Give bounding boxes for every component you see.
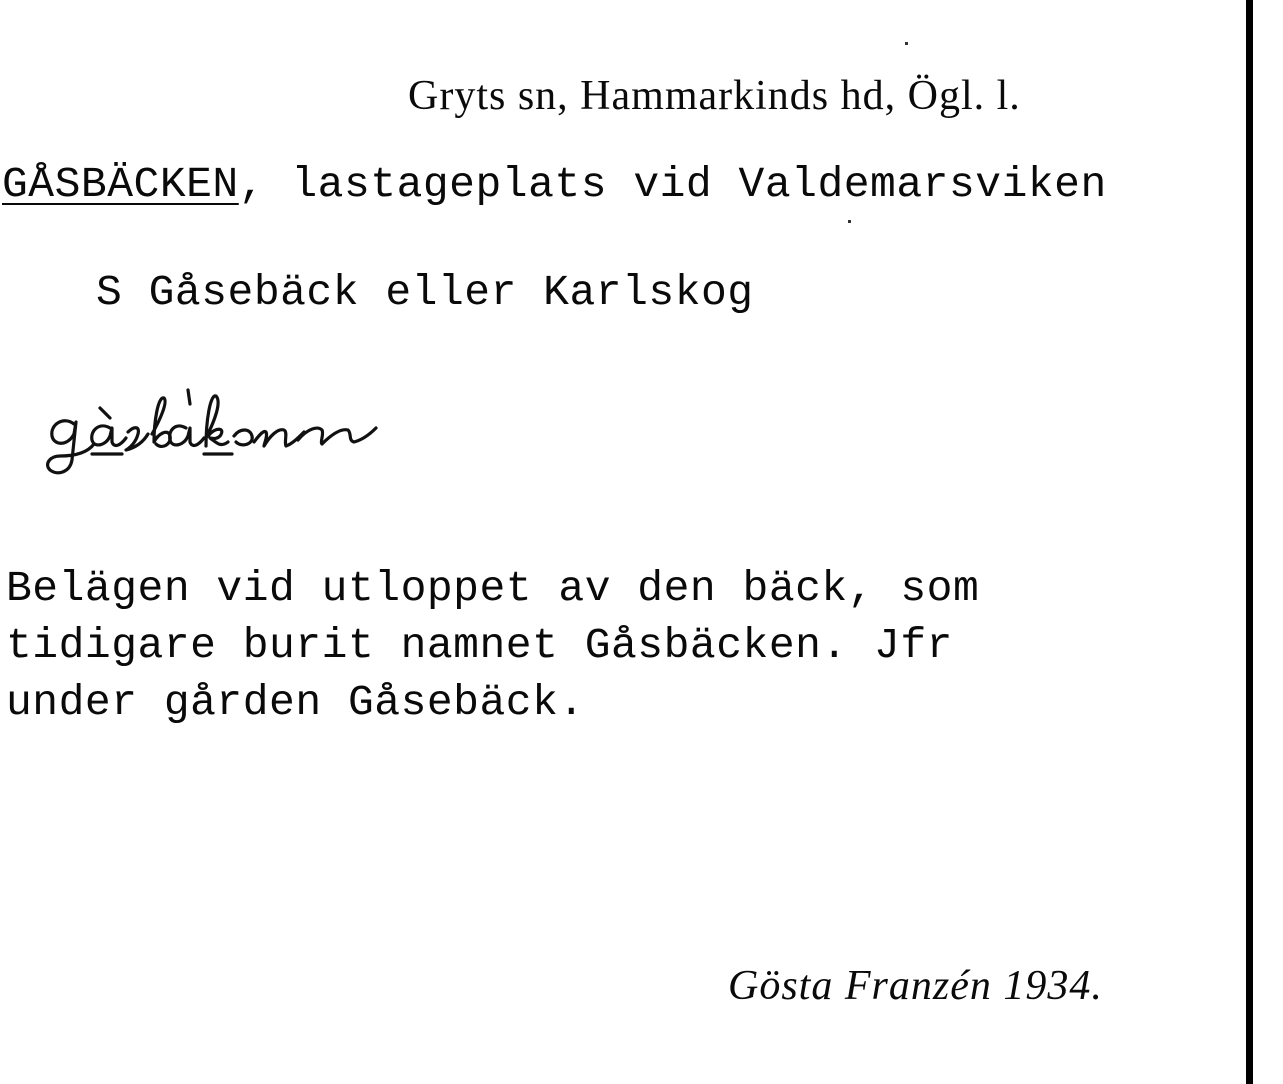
handwritten-pronunciation [36,372,416,492]
description-line: tidigare burit namnet Gåsbäcken. Jfr [6,621,953,670]
headline-description: , lastageplats vid Valdemarsviken [238,160,1107,209]
headword: GÅSBÄCKEN [2,160,239,209]
paper-speck [848,220,851,223]
card-edge [1246,0,1253,1084]
name-variant: S Gåsebäck eller Karlskog [96,268,754,317]
description-text [6,560,979,731]
paper-speck [905,42,908,45]
location-header: Gryts sn, Hammarkinds hd, Ögl. l. [408,73,1021,119]
description-line: under gården Gåsebäck. [6,678,585,727]
entry-headline [2,160,1107,209]
description-line: Belägen vid utloppet av den bäck, som [6,564,980,613]
signature: Gösta Franzén 1934. [728,963,1103,1009]
